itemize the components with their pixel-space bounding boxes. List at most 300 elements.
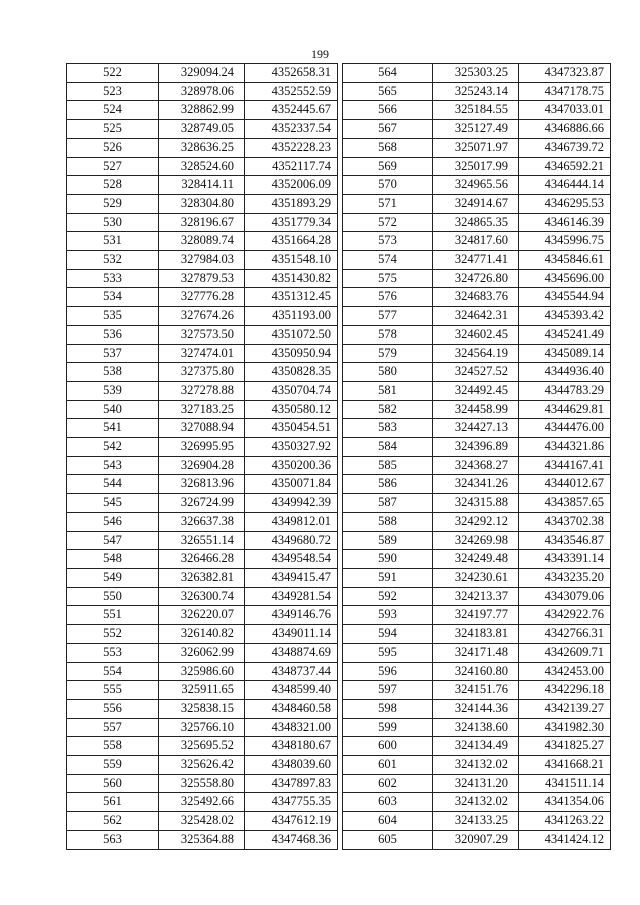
y-coordinate-cell: 4348321.00 (245, 718, 338, 737)
table-row (67, 400, 338, 419)
table-row (67, 718, 338, 737)
point-number-cell: 535 (67, 307, 159, 326)
table-row (67, 64, 338, 83)
y-coordinate-cell: 4347033.01 (519, 101, 611, 120)
x-coordinate-cell: 324865.35 (433, 213, 519, 232)
coordinates-table-left (66, 63, 338, 850)
table-row (67, 643, 338, 662)
y-coordinate-cell: 4348737.44 (245, 662, 338, 681)
point-number-cell: 560 (67, 774, 159, 793)
y-coordinate-cell: 4350950.94 (245, 344, 338, 363)
table-row (343, 587, 611, 606)
point-number-cell: 569 (343, 157, 433, 176)
x-coordinate-cell: 327474.01 (159, 344, 245, 363)
point-number-cell: 572 (343, 213, 433, 232)
table-row (67, 381, 338, 400)
table-row (343, 82, 611, 101)
x-coordinate-cell: 326062.99 (159, 643, 245, 662)
x-coordinate-cell: 325243.14 (433, 82, 519, 101)
point-number-cell: 589 (343, 531, 433, 550)
table-row (67, 138, 338, 157)
point-number-cell: 582 (343, 400, 433, 419)
y-coordinate-cell: 4351893.29 (245, 194, 338, 213)
table-row (67, 251, 338, 270)
table-row (67, 101, 338, 120)
y-coordinate-cell: 4350200.36 (245, 456, 338, 475)
table-row (67, 512, 338, 531)
x-coordinate-cell: 326140.82 (159, 625, 245, 644)
point-number-cell: 566 (343, 101, 433, 120)
point-number-cell: 564 (343, 64, 433, 83)
table-row (343, 157, 611, 176)
point-number-cell: 536 (67, 325, 159, 344)
x-coordinate-cell: 325303.25 (433, 64, 519, 83)
point-number-cell: 559 (67, 756, 159, 775)
y-coordinate-cell: 4345544.94 (519, 288, 611, 307)
x-coordinate-cell: 325364.88 (159, 830, 245, 849)
x-coordinate-cell: 325428.02 (159, 812, 245, 831)
x-coordinate-cell: 327088.94 (159, 419, 245, 438)
table-row (343, 531, 611, 550)
y-coordinate-cell: 4350327.92 (245, 438, 338, 457)
table-row (67, 774, 338, 793)
point-number-cell: 588 (343, 512, 433, 531)
x-coordinate-cell: 324492.45 (433, 381, 519, 400)
point-number-cell: 587 (343, 494, 433, 513)
table-row (67, 475, 338, 494)
y-coordinate-cell: 4350704.74 (245, 381, 338, 400)
point-number-cell: 598 (343, 699, 433, 718)
y-coordinate-cell: 4350580.12 (245, 400, 338, 419)
y-coordinate-cell: 4341263.22 (519, 812, 611, 831)
point-number-cell: 542 (67, 438, 159, 457)
y-coordinate-cell: 4349548.54 (245, 550, 338, 569)
point-number-cell: 602 (343, 774, 433, 793)
table-row (343, 568, 611, 587)
table-row (67, 213, 338, 232)
y-coordinate-cell: 4349415.47 (245, 568, 338, 587)
x-coordinate-cell: 324642.31 (433, 307, 519, 326)
point-number-cell: 600 (343, 737, 433, 756)
y-coordinate-cell: 4349942.39 (245, 494, 338, 513)
table-row (343, 363, 611, 382)
x-coordinate-cell: 328524.60 (159, 157, 245, 176)
table-row (67, 307, 338, 326)
point-number-cell: 549 (67, 568, 159, 587)
table-row (67, 550, 338, 569)
table-row (67, 830, 338, 849)
x-coordinate-cell: 324134.49 (433, 737, 519, 756)
point-number-cell: 523 (67, 82, 159, 101)
y-coordinate-cell: 4344321.86 (519, 438, 611, 457)
point-number-cell: 522 (67, 64, 159, 83)
x-coordinate-cell: 327674.26 (159, 307, 245, 326)
y-coordinate-cell: 4348460.58 (245, 699, 338, 718)
point-number-cell: 577 (343, 307, 433, 326)
table-row (343, 381, 611, 400)
point-number-cell: 546 (67, 512, 159, 531)
table-row (343, 176, 611, 195)
x-coordinate-cell: 324965.56 (433, 176, 519, 195)
point-number-cell: 530 (67, 213, 159, 232)
y-coordinate-cell: 4349146.76 (245, 606, 338, 625)
x-coordinate-cell: 328636.25 (159, 138, 245, 157)
y-coordinate-cell: 4348599.40 (245, 681, 338, 700)
x-coordinate-cell: 328089.74 (159, 232, 245, 251)
point-number-cell: 567 (343, 120, 433, 139)
table-row (67, 625, 338, 644)
x-coordinate-cell: 328196.67 (159, 213, 245, 232)
table-row (343, 681, 611, 700)
point-number-cell: 604 (343, 812, 433, 831)
x-coordinate-cell: 324132.02 (433, 793, 519, 812)
y-coordinate-cell: 4343857.65 (519, 494, 611, 513)
x-coordinate-cell: 328749.05 (159, 120, 245, 139)
point-number-cell: 529 (67, 194, 159, 213)
y-coordinate-cell: 4351312.45 (245, 288, 338, 307)
x-coordinate-cell: 324230.61 (433, 568, 519, 587)
y-coordinate-cell: 4341982.30 (519, 718, 611, 737)
table-row (343, 64, 611, 83)
x-coordinate-cell: 324527.52 (433, 363, 519, 382)
point-number-cell: 599 (343, 718, 433, 737)
x-coordinate-cell: 328862.99 (159, 101, 245, 120)
x-coordinate-cell: 328978.06 (159, 82, 245, 101)
y-coordinate-cell: 4342139.27 (519, 699, 611, 718)
y-coordinate-cell: 4346739.72 (519, 138, 611, 157)
point-number-cell: 596 (343, 662, 433, 681)
y-coordinate-cell: 4349812.01 (245, 512, 338, 531)
point-number-cell: 574 (343, 251, 433, 270)
point-number-cell: 592 (343, 587, 433, 606)
x-coordinate-cell: 324683.76 (433, 288, 519, 307)
table-row (343, 400, 611, 419)
point-number-cell: 552 (67, 625, 159, 644)
x-coordinate-cell: 326904.28 (159, 456, 245, 475)
point-number-cell: 605 (343, 830, 433, 849)
table-row (67, 419, 338, 438)
point-number-cell: 593 (343, 606, 433, 625)
y-coordinate-cell: 4342296.18 (519, 681, 611, 700)
x-coordinate-cell: 327879.53 (159, 269, 245, 288)
y-coordinate-cell: 4346592.21 (519, 157, 611, 176)
y-coordinate-cell: 4347468.36 (245, 830, 338, 849)
x-coordinate-cell: 320907.29 (433, 830, 519, 849)
x-coordinate-cell: 329094.24 (159, 64, 245, 83)
point-number-cell: 543 (67, 456, 159, 475)
y-coordinate-cell: 4344783.29 (519, 381, 611, 400)
x-coordinate-cell: 324427.13 (433, 419, 519, 438)
table-row (343, 774, 611, 793)
table-row (67, 344, 338, 363)
y-coordinate-cell: 4344476.00 (519, 419, 611, 438)
x-coordinate-cell: 326466.28 (159, 550, 245, 569)
table-row (343, 793, 611, 812)
x-coordinate-cell: 327776.28 (159, 288, 245, 307)
table-row (343, 737, 611, 756)
table-row (343, 512, 611, 531)
y-coordinate-cell: 4345696.00 (519, 269, 611, 288)
y-coordinate-cell: 4341424.12 (519, 830, 611, 849)
x-coordinate-cell: 324315.88 (433, 494, 519, 513)
point-number-cell: 540 (67, 400, 159, 419)
x-coordinate-cell: 325986.60 (159, 662, 245, 681)
table-row (67, 363, 338, 382)
table-row (343, 812, 611, 831)
y-coordinate-cell: 4352445.67 (245, 101, 338, 120)
x-coordinate-cell: 324144.36 (433, 699, 519, 718)
y-coordinate-cell: 4346444.14 (519, 176, 611, 195)
y-coordinate-cell: 4343546.87 (519, 531, 611, 550)
table-row (343, 718, 611, 737)
point-number-cell: 527 (67, 157, 159, 176)
x-coordinate-cell: 326220.07 (159, 606, 245, 625)
y-coordinate-cell: 4349011.14 (245, 625, 338, 644)
y-coordinate-cell: 4343391.14 (519, 550, 611, 569)
x-coordinate-cell: 324564.19 (433, 344, 519, 363)
x-coordinate-cell: 324726.80 (433, 269, 519, 288)
y-coordinate-cell: 4343079.06 (519, 587, 611, 606)
x-coordinate-cell: 324602.45 (433, 325, 519, 344)
table-row (67, 269, 338, 288)
table-row (67, 587, 338, 606)
point-number-cell: 525 (67, 120, 159, 139)
y-coordinate-cell: 4347178.75 (519, 82, 611, 101)
table-row (67, 82, 338, 101)
table-row (67, 568, 338, 587)
x-coordinate-cell: 326995.95 (159, 438, 245, 457)
point-number-cell: 544 (67, 475, 159, 494)
table-row (67, 325, 338, 344)
y-coordinate-cell: 4344012.67 (519, 475, 611, 494)
point-number-cell: 526 (67, 138, 159, 157)
y-coordinate-cell: 4346146.39 (519, 213, 611, 232)
table-row (343, 756, 611, 775)
y-coordinate-cell: 4345996.75 (519, 232, 611, 251)
table-row (343, 213, 611, 232)
y-coordinate-cell: 4350828.35 (245, 363, 338, 382)
x-coordinate-cell: 324292.12 (433, 512, 519, 531)
y-coordinate-cell: 4344167.41 (519, 456, 611, 475)
y-coordinate-cell: 4350071.84 (245, 475, 338, 494)
x-coordinate-cell: 325017.99 (433, 157, 519, 176)
y-coordinate-cell: 4347755.35 (245, 793, 338, 812)
point-number-cell: 579 (343, 344, 433, 363)
x-coordinate-cell: 324368.27 (433, 456, 519, 475)
x-coordinate-cell: 324138.60 (433, 718, 519, 737)
y-coordinate-cell: 4351072.50 (245, 325, 338, 344)
point-number-cell: 557 (67, 718, 159, 737)
point-number-cell: 555 (67, 681, 159, 700)
x-coordinate-cell: 327573.50 (159, 325, 245, 344)
y-coordinate-cell: 4352117.74 (245, 157, 338, 176)
table-row (343, 456, 611, 475)
x-coordinate-cell: 324133.25 (433, 812, 519, 831)
x-coordinate-cell: 326382.81 (159, 568, 245, 587)
point-number-cell: 563 (67, 830, 159, 849)
x-coordinate-cell: 324249.48 (433, 550, 519, 569)
point-number-cell: 547 (67, 531, 159, 550)
point-number-cell: 575 (343, 269, 433, 288)
y-coordinate-cell: 4345846.61 (519, 251, 611, 270)
table-row (343, 269, 611, 288)
y-coordinate-cell: 4342609.71 (519, 643, 611, 662)
x-coordinate-cell: 324341.26 (433, 475, 519, 494)
x-coordinate-cell: 324396.89 (433, 438, 519, 457)
point-number-cell: 580 (343, 363, 433, 382)
table-row (67, 681, 338, 700)
table-row (67, 232, 338, 251)
point-number-cell: 590 (343, 550, 433, 569)
point-number-cell: 551 (67, 606, 159, 625)
y-coordinate-cell: 4343235.20 (519, 568, 611, 587)
point-number-cell: 571 (343, 194, 433, 213)
point-number-cell: 541 (67, 419, 159, 438)
table-row (67, 176, 338, 195)
point-number-cell: 597 (343, 681, 433, 700)
table-row (67, 120, 338, 139)
y-coordinate-cell: 4352228.23 (245, 138, 338, 157)
table-row (67, 494, 338, 513)
point-number-cell: 595 (343, 643, 433, 662)
table-row (67, 531, 338, 550)
point-number-cell: 573 (343, 232, 433, 251)
point-number-cell: 561 (67, 793, 159, 812)
y-coordinate-cell: 4347323.87 (519, 64, 611, 83)
y-coordinate-cell: 4352658.31 (245, 64, 338, 83)
y-coordinate-cell: 4346295.53 (519, 194, 611, 213)
x-coordinate-cell: 325127.49 (433, 120, 519, 139)
table-row (67, 288, 338, 307)
y-coordinate-cell: 4351193.00 (245, 307, 338, 326)
y-coordinate-cell: 4352552.59 (245, 82, 338, 101)
table-row (343, 138, 611, 157)
table-row (343, 120, 611, 139)
table-row (343, 475, 611, 494)
y-coordinate-cell: 4348874.69 (245, 643, 338, 662)
x-coordinate-cell: 324269.98 (433, 531, 519, 550)
point-number-cell: 585 (343, 456, 433, 475)
y-coordinate-cell: 4341668.21 (519, 756, 611, 775)
y-coordinate-cell: 4344629.81 (519, 400, 611, 419)
point-number-cell: 553 (67, 643, 159, 662)
table-row (343, 101, 611, 120)
page-number: 199 (311, 47, 329, 61)
point-number-cell: 576 (343, 288, 433, 307)
y-coordinate-cell: 4351779.34 (245, 213, 338, 232)
point-number-cell: 528 (67, 176, 159, 195)
x-coordinate-cell: 325838.15 (159, 699, 245, 718)
y-coordinate-cell: 4350454.51 (245, 419, 338, 438)
y-coordinate-cell: 4345241.49 (519, 325, 611, 344)
x-coordinate-cell: 325558.80 (159, 774, 245, 793)
y-coordinate-cell: 4342766.31 (519, 625, 611, 644)
y-coordinate-cell: 4346886.66 (519, 120, 611, 139)
x-coordinate-cell: 324914.67 (433, 194, 519, 213)
point-number-cell: 548 (67, 550, 159, 569)
table-row (343, 550, 611, 569)
table-row (343, 830, 611, 849)
point-number-cell: 554 (67, 662, 159, 681)
y-coordinate-cell: 4343702.38 (519, 512, 611, 531)
table-row (67, 438, 338, 457)
point-number-cell: 534 (67, 288, 159, 307)
table-row (343, 307, 611, 326)
right-table-body (343, 64, 611, 850)
x-coordinate-cell: 325766.10 (159, 718, 245, 737)
table-row (67, 456, 338, 475)
y-coordinate-cell: 4341354.06 (519, 793, 611, 812)
point-number-cell: 594 (343, 625, 433, 644)
y-coordinate-cell: 4342922.76 (519, 606, 611, 625)
y-coordinate-cell: 4351430.82 (245, 269, 338, 288)
y-coordinate-cell: 4352006.09 (245, 176, 338, 195)
point-number-cell: 565 (343, 82, 433, 101)
table-row (67, 793, 338, 812)
point-number-cell: 532 (67, 251, 159, 270)
y-coordinate-cell: 4342453.00 (519, 662, 611, 681)
x-coordinate-cell: 326637.38 (159, 512, 245, 531)
x-coordinate-cell: 328304.80 (159, 194, 245, 213)
x-coordinate-cell: 326813.96 (159, 475, 245, 494)
table-row (343, 494, 611, 513)
table-row (343, 625, 611, 644)
table-row (343, 325, 611, 344)
x-coordinate-cell: 324458.99 (433, 400, 519, 419)
table-row (67, 157, 338, 176)
x-coordinate-cell: 326551.14 (159, 531, 245, 550)
table-row (343, 288, 611, 307)
x-coordinate-cell: 324160.80 (433, 662, 519, 681)
y-coordinate-cell: 4347612.19 (245, 812, 338, 831)
y-coordinate-cell: 4344936.40 (519, 363, 611, 382)
table-row (67, 194, 338, 213)
y-coordinate-cell: 4349281.54 (245, 587, 338, 606)
table-row (67, 756, 338, 775)
x-coordinate-cell: 324817.60 (433, 232, 519, 251)
x-coordinate-cell: 327375.80 (159, 363, 245, 382)
point-number-cell: 558 (67, 737, 159, 756)
y-coordinate-cell: 4352337.54 (245, 120, 338, 139)
table-row (343, 419, 611, 438)
point-number-cell: 562 (67, 812, 159, 831)
table-row (343, 699, 611, 718)
x-coordinate-cell: 324771.41 (433, 251, 519, 270)
point-number-cell: 586 (343, 475, 433, 494)
x-coordinate-cell: 325184.55 (433, 101, 519, 120)
x-coordinate-cell: 327984.03 (159, 251, 245, 270)
point-number-cell: 578 (343, 325, 433, 344)
point-number-cell: 550 (67, 587, 159, 606)
x-coordinate-cell: 324183.81 (433, 625, 519, 644)
table-row (67, 812, 338, 831)
x-coordinate-cell: 324197.77 (433, 606, 519, 625)
point-number-cell: 568 (343, 138, 433, 157)
coordinates-table-right (342, 63, 611, 850)
y-coordinate-cell: 4341511.14 (519, 774, 611, 793)
table-row (343, 344, 611, 363)
point-number-cell: 570 (343, 176, 433, 195)
point-number-cell: 581 (343, 381, 433, 400)
table-row (343, 438, 611, 457)
x-coordinate-cell: 327278.88 (159, 381, 245, 400)
table-row (67, 662, 338, 681)
x-coordinate-cell: 325492.66 (159, 793, 245, 812)
x-coordinate-cell: 325071.97 (433, 138, 519, 157)
table-row (343, 643, 611, 662)
table-row (67, 606, 338, 625)
point-number-cell: 591 (343, 568, 433, 587)
